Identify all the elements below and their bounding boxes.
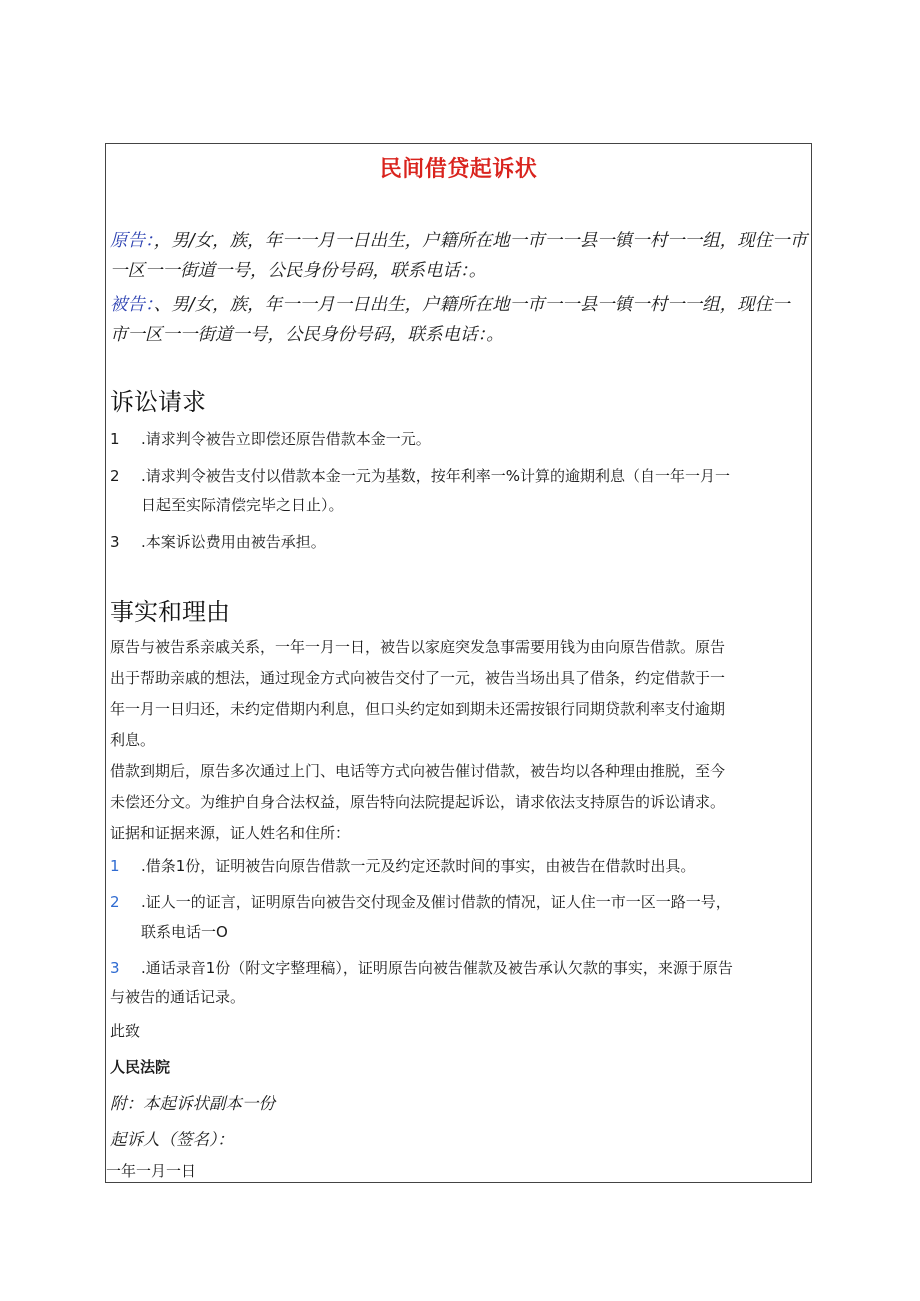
claim-item-2-continued: 日起至实际清偿完毕之日止）。: [141, 496, 344, 514]
plaintiff-line-1: 原告：，男/女，族，年一一月一日出生，户籍所在地一市一一县一镇一村一一组，现住一市: [110, 231, 808, 251]
facts-para1-line-3: 年一月一日归还，未约定借期内利息，但口头约定如到期未还需按银行同期贷款利率支付逾期: [110, 700, 726, 718]
facts-para1-line-2: 出于帮助亲戚的想法，通过现金方式向被告交付了一元，被告当场出具了借条，约定借款于一: [110, 669, 726, 687]
claim-item-2: 2 .请求判令被告支付以借款本金一元为基数，按年利率一%计算的逾期利息（自一年一月一: [110, 467, 731, 485]
defendant-line-1: 被告：、男/女，族，年一一月一日出生，户籍所在地一市一一县一镇一村一一组，现住一: [110, 295, 790, 315]
facts-para1-line-1: 原告与被告系亲戚关系，一年一月一日，被告以家庭突发急事需要用钱为由向原告借款。原告: [110, 638, 726, 656]
attachment-note: 附：本起诉状副本一份: [110, 1094, 275, 1113]
plaintiff-line-2: 一区一一街道一号，公民身份号码，联系电话：。: [110, 261, 487, 281]
complaint-document: [105, 143, 812, 1183]
defendant-label: 被告：: [110, 295, 154, 315]
plaintiff-label: 原告：: [110, 231, 154, 251]
evidence-item-2: 2 .证人一的证言，证明原告向被告交付现金及催讨借款的情况，证人住一市一区一路一号，: [110, 893, 731, 911]
document-title: 民间借贷起诉状: [379, 157, 538, 182]
facts-para2-line-2: 未偿还分文。为维护自身合法权益，原告特向法院提起诉讼，请求依法支持原告的诉讼请求。: [110, 793, 726, 811]
court-name: 人民法院: [110, 1058, 171, 1076]
claim-item-1: 1 .请求判令被告立即偿还原告借款本金一元。: [110, 430, 431, 448]
defendant-line-2: 市一区一一街道一号，公民身份号码，联系电话：。: [110, 325, 504, 345]
signer-line: 起诉人（签名）：: [110, 1130, 234, 1149]
evidence-intro: 证据和证据来源，证人姓名和住所：: [110, 824, 351, 842]
evidence-item-3-continued: 与被告的通话记录。: [110, 988, 246, 1006]
facts-para1-line-4: 利息。: [110, 731, 156, 749]
salutation: 此致: [110, 1022, 141, 1040]
evidence-item-3: 3 .通话录音1份（附文字整理稿），证明原告向被告催款及被告承认欠款的事实，来源于原告: [110, 959, 733, 977]
facts-heading: 事实和理由: [110, 598, 230, 626]
evidence-item-2-continued: 联系电话一O: [141, 923, 228, 941]
claims-heading: 诉讼请求: [110, 388, 206, 416]
document-date: 一年一月一日: [106, 1162, 197, 1180]
facts-para2-line-1: 借款到期后，原告多次通过上门、电话等方式向被告催讨借款，被告均以各种理由推脱，至今: [110, 762, 726, 780]
claim-item-3: 3 .本案诉讼费用由被告承担。: [110, 533, 326, 551]
evidence-item-1: 1 .借条1份，证明被告向原告借款一元及约定还款时间的事实，由被告在借款时出具。: [110, 857, 696, 875]
